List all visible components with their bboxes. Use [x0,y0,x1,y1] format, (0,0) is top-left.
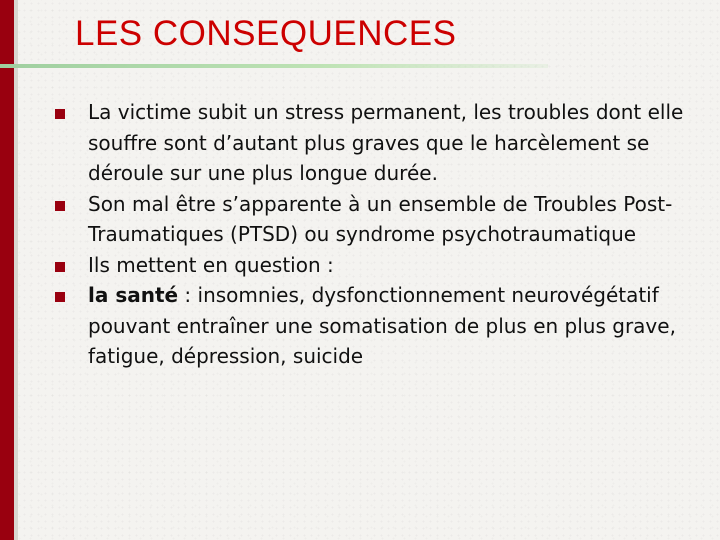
bullet-item [55,280,715,372]
title-underline [0,64,548,68]
bullet-list [55,97,715,372]
square-bullet-icon [55,292,65,302]
square-bullet-icon [55,201,65,211]
bullet-text: La victime subit un stress permanent, les troubles dont elle souffre sont d’autant plus graves que le harcèlement se déroule sur une plus longue durée. [88,100,684,185]
bullet-text: Ils mettent en question : [88,252,334,277]
bullet-text: Son mal être s’apparente à un ensemble de Troubles Post-Traumatiques (PTSD) ou syndrome psychotraumatique [88,191,673,246]
left-stripe-shadow [14,0,18,540]
bullet-item [55,250,715,281]
square-bullet-icon [55,262,65,272]
bullet-item [55,189,715,250]
bullet-bold-term: la santé [88,283,179,307]
bullet-text: : insomnies, dysfonctionnement neurovégétatif pouvant entraîner une somatisation de plus en plus grave, fatigue, dépression, suicide [88,283,676,368]
left-accent-stripe [0,0,14,540]
slide-title: LES CONSEQUENCES [75,14,457,53]
square-bullet-icon [55,109,65,119]
bullet-item [55,97,715,189]
